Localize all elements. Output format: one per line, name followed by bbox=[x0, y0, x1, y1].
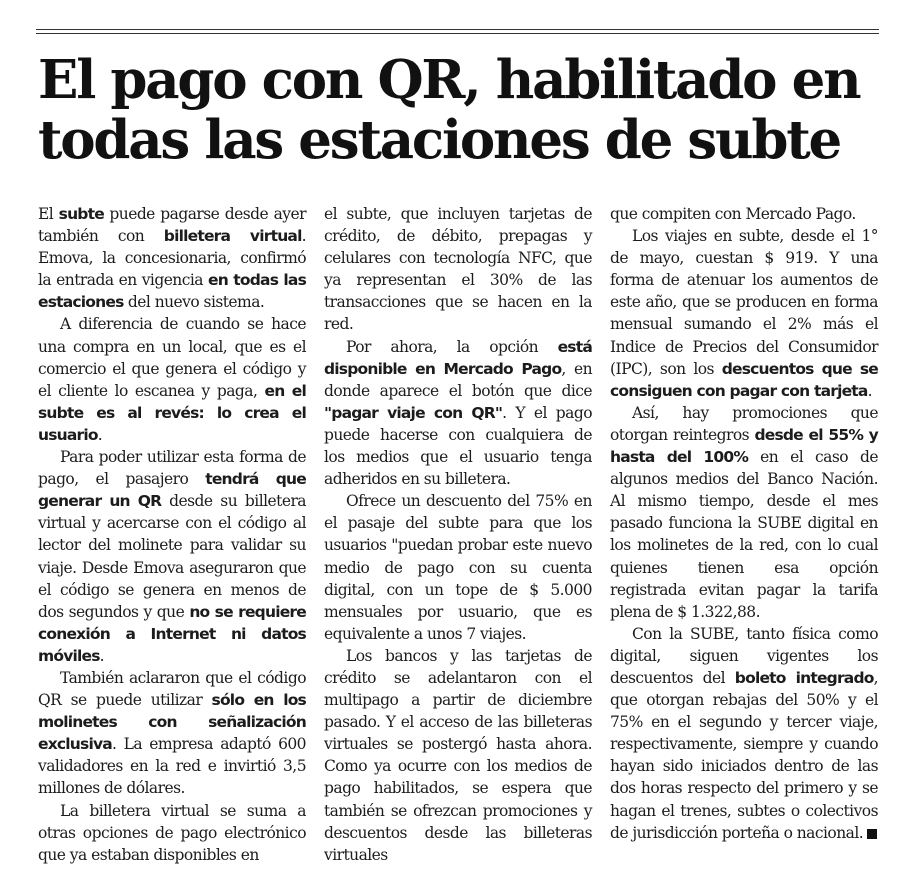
text: del nuevo sistema. bbox=[123, 293, 265, 312]
text: Los bancos y las tarjetas de crédito se adelantaron con el multipago a partir de diciembre pasado. Y el acceso de las billeteras virtuales se postergó hasta ahora. Como ya ocurre con los medios de pago habilitados, se espera que también se ofrezcan promociones y descuentos desde las billeteras virtuales bbox=[324, 646, 592, 864]
bold-text: en el subte es al revés: lo crea el usuario bbox=[38, 381, 306, 444]
paragraph bbox=[324, 336, 592, 491]
end-mark-icon bbox=[867, 829, 877, 839]
text: . Emova, la concesionaria, confirmó la entrada en vigencia bbox=[38, 227, 306, 290]
text: Por ahora, la opción bbox=[346, 337, 558, 356]
text: Los viajes en subte, desde el 1° de mayo, cuestan $ 919. Y una forma de atenuar los aumentos de este año, que se producen en forma mensual sumando el 2% más el Indice de Precios del Consumidor (IPC), son los bbox=[610, 227, 878, 378]
paragraph bbox=[38, 800, 306, 866]
text: desde su billetera virtual y acercarse con el código al lector del molinete para validar su viaje. Desde Emova aseguraron que el código se genera en menos de dos segundos y que bbox=[38, 492, 306, 621]
paragraph bbox=[610, 225, 878, 402]
paragraph bbox=[324, 490, 592, 645]
text: Con la SUBE, tanto física como digital, siguen vigentes los descuentos del bbox=[610, 624, 878, 687]
column-2 bbox=[324, 203, 592, 866]
text: A diferencia de cuando se hace una compra en un local, que es el comercio el que genera el código y el cliente lo escanea y paga, bbox=[38, 315, 306, 400]
text: . bbox=[867, 381, 872, 400]
paragraph bbox=[38, 313, 306, 446]
text: . Y el pago puede hacerse con cualquiera de los medios que el usuario tenga adheridos en su billetera. bbox=[324, 403, 592, 489]
column-3 bbox=[610, 203, 878, 866]
column-1 bbox=[38, 203, 306, 866]
bold-text: boleto integrado bbox=[734, 668, 874, 687]
text: Para poder utilizar esta forma de pago, el pasajero bbox=[38, 448, 306, 489]
paragraph bbox=[38, 446, 306, 667]
bold-text: desde el 55% y hasta del 100% bbox=[610, 425, 878, 467]
bold-text: tendrá que generar un QR bbox=[38, 470, 307, 511]
bold-text: descuentos que se consiguen con pagar con tarjeta bbox=[610, 359, 878, 400]
bold-text: no se requiere conexión a Internet ni datos móviles bbox=[38, 602, 306, 665]
text: . La empresa adaptó 600 validadores en la red e invirtió 3,5 millones de dólares. bbox=[38, 735, 306, 798]
text: La billetera virtual se suma a otras opciones de pago electrónico que ya estaban disponibles en bbox=[38, 801, 306, 864]
text: También aclararon que el código QR se puede utilizar bbox=[38, 668, 306, 710]
text: . bbox=[97, 425, 103, 444]
headline: El pago con QR, habilitado en todas las estaciones de subte bbox=[38, 49, 860, 171]
paragraph bbox=[38, 667, 306, 800]
article-body bbox=[38, 203, 878, 866]
text: Ofrece un descuento del 75% en el pasaje del subte para que los usuarios "puedan probar este nuevo medio de pago con su cuenta digital, con un tope de $ 5.000 mensuales por usuario, que es equivalente a unos 7 viajes. bbox=[324, 492, 592, 643]
text: , en donde aparece el botón que dice bbox=[324, 359, 593, 400]
bold-text: sólo en los molinetes con señalización exclusiva bbox=[38, 691, 306, 754]
paragraph bbox=[610, 402, 878, 623]
paragraph bbox=[324, 645, 592, 866]
text: El bbox=[38, 205, 59, 223]
text: que compiten con Mercado Pago. bbox=[610, 205, 856, 223]
top-rule bbox=[36, 29, 879, 34]
bold-text: "pagar viaje con QR" bbox=[324, 403, 503, 422]
text: el subte, que incluyen tarjetas de crédito, de débito, prepagas y celulares con tecnología NFC, que ya representan el 30% de las transacciones que se hacen en la red. bbox=[324, 205, 592, 334]
text: . bbox=[99, 646, 105, 665]
paragraph bbox=[324, 203, 592, 336]
bold-text: subte bbox=[58, 205, 104, 223]
text: en el caso de algunos medios del Banco Nación. Al mismo tiempo, desde el mes pasado funciona la SUBE digital en los molinetes de la red, con lo cual quienes tienen esa opción registrada evitan pagar la tarifa plena de $ 1.322,88. bbox=[610, 448, 878, 621]
paragraph bbox=[38, 203, 306, 313]
bold-text: en todas las estaciones bbox=[38, 271, 307, 312]
paragraph bbox=[610, 203, 878, 225]
text: puede pagarse desde ayer también con bbox=[38, 205, 306, 246]
bold-text: está disponible en Mercado Pago bbox=[324, 337, 592, 378]
bold-text: billetera virtual bbox=[163, 227, 302, 246]
text: Así, hay promociones que otorgan reintegros bbox=[610, 403, 878, 444]
paragraph bbox=[610, 623, 878, 844]
text: , que otorgan rebajas del 50% y el 75% en el segundo y tercer viaje, respectivamente, siempre y cuando hayan sido iniciados dentro de las dos horas respecto del primero y se hagan el trenes, subtes o colectivos de jurisdicción porteña o nacional. bbox=[610, 668, 878, 842]
